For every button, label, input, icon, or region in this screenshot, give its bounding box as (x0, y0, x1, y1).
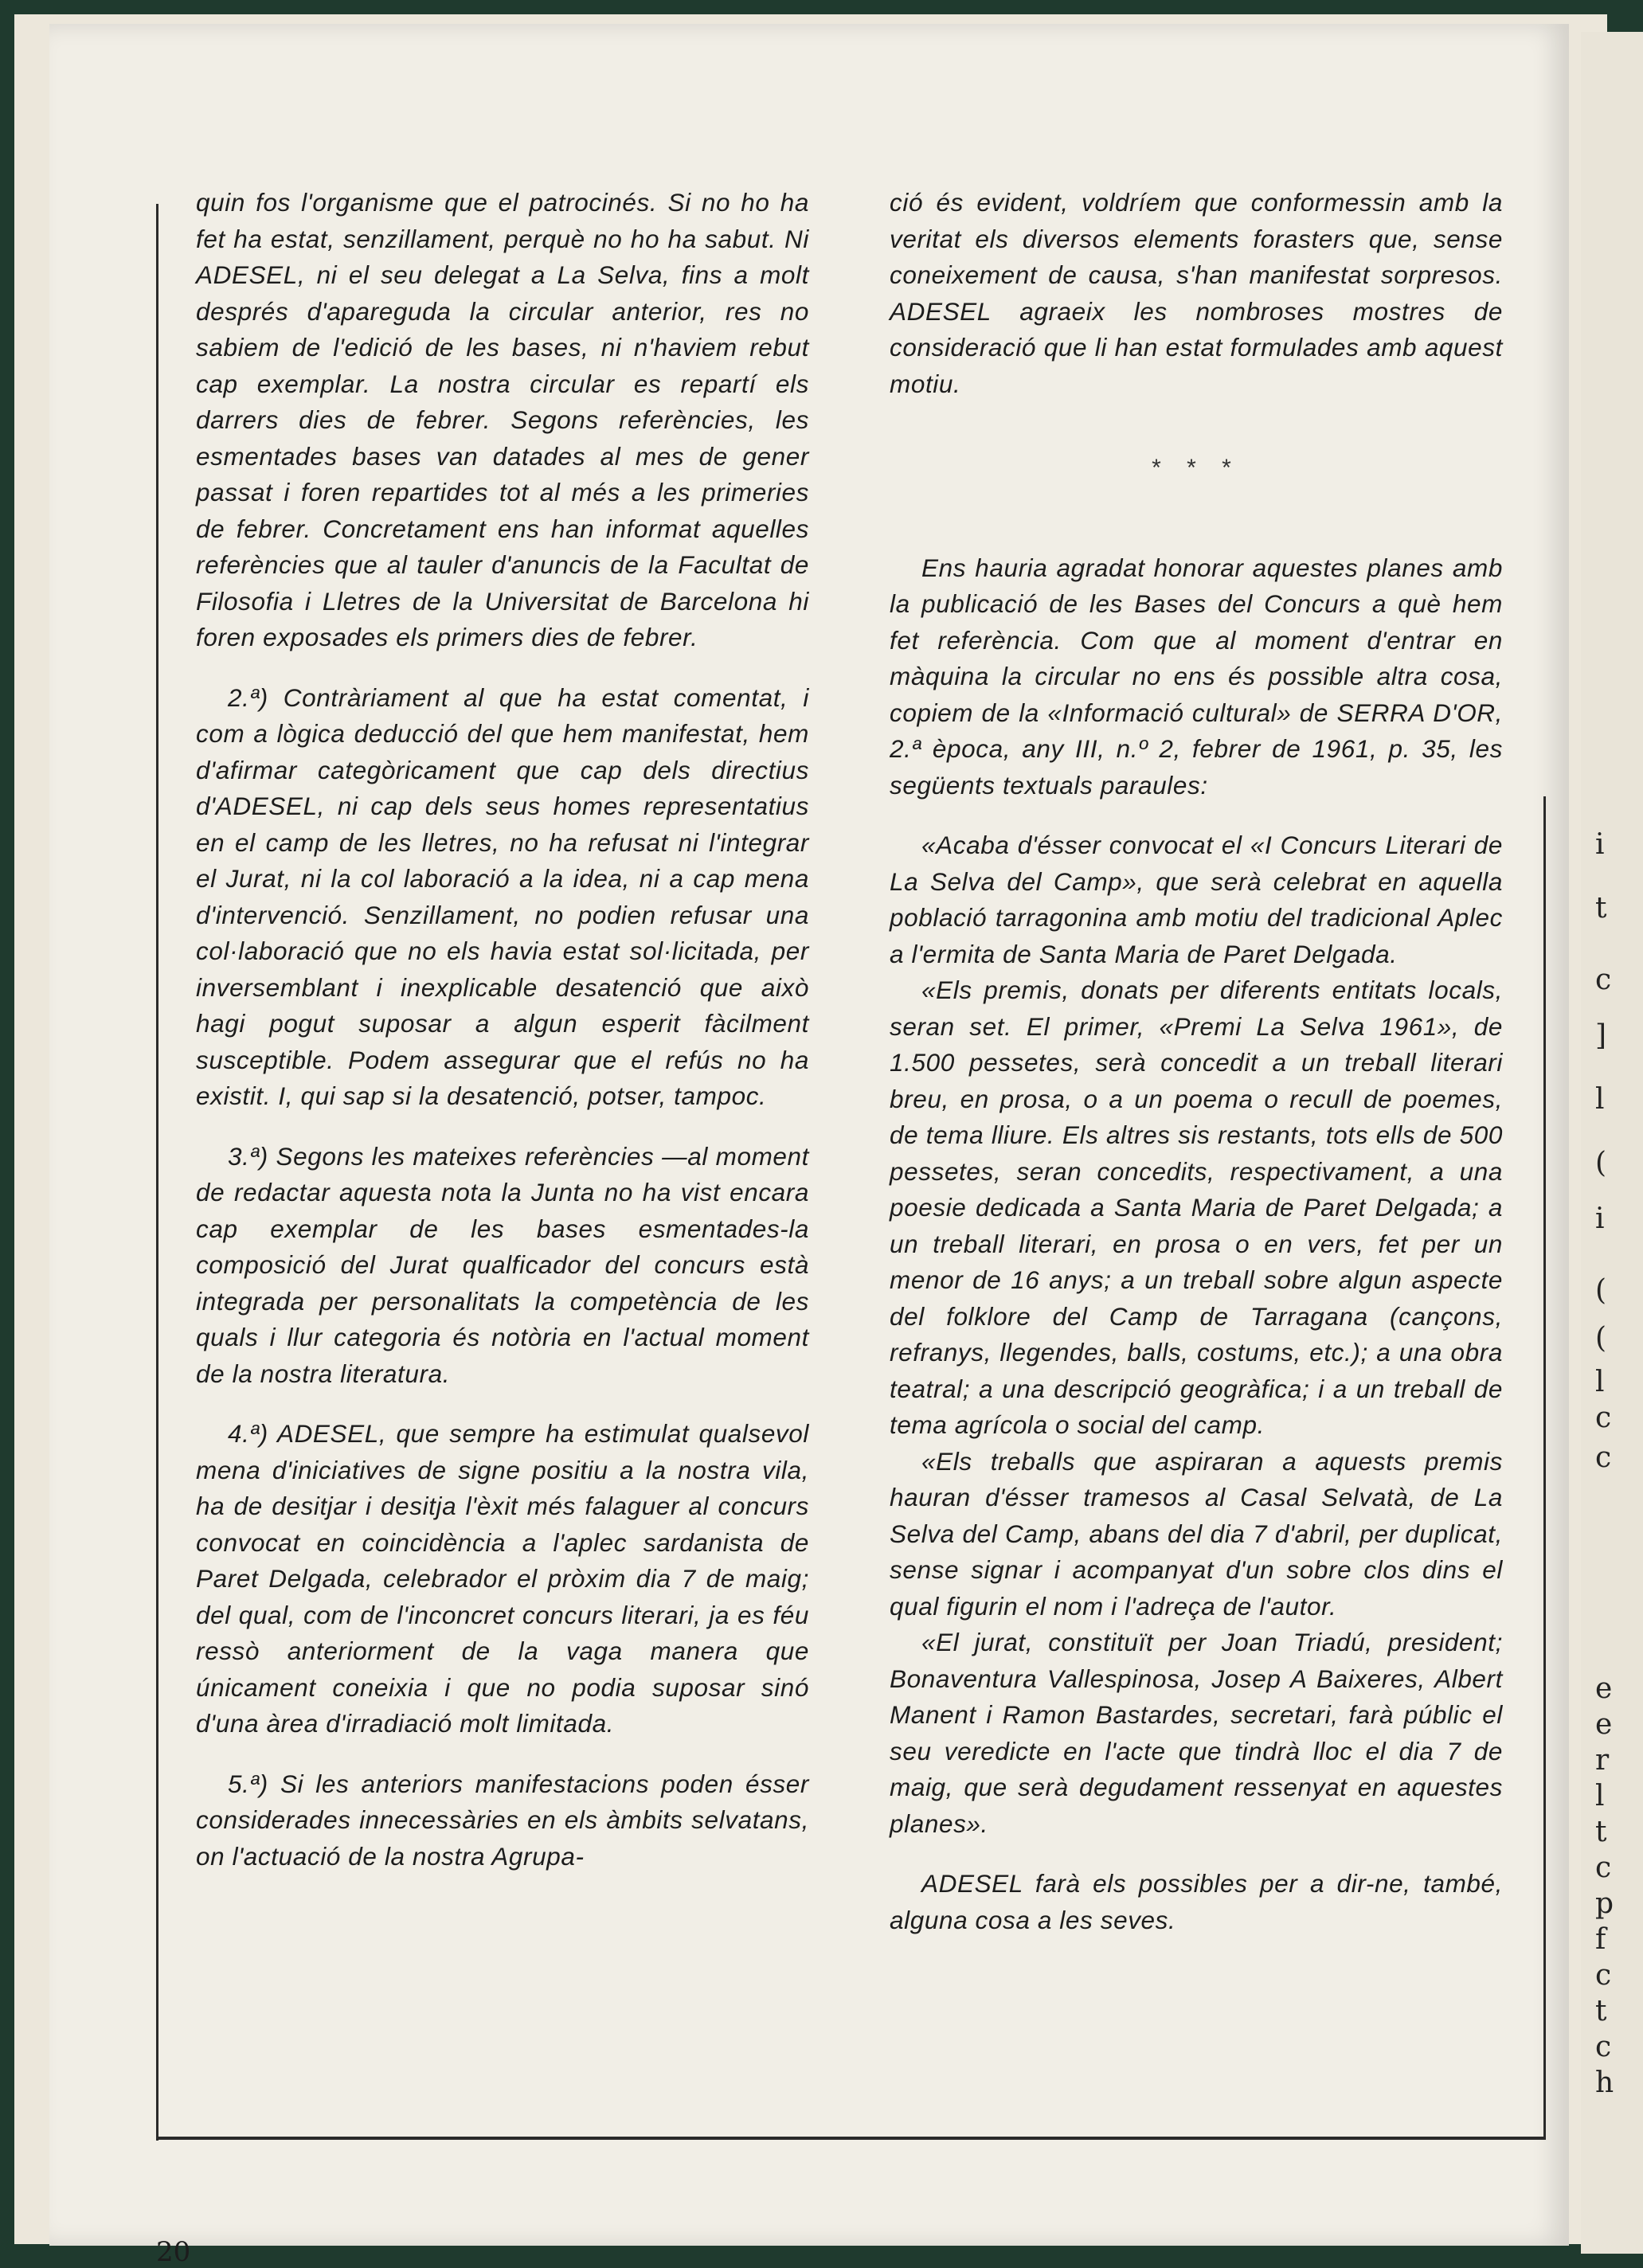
page-number: 20 (156, 2236, 191, 2268)
frame-rule-right (1543, 796, 1546, 2140)
next-page-letter: c (1595, 1402, 1612, 1434)
next-page-letter: e (1595, 1672, 1613, 1705)
quoted-paragraph: «Els premis, donats per diferents entitats locals, seran set. El primer, «Premi La Selva 1961», de 1.500 pessetes, serà concedit a un treball literari breu, en prosa, o a un poema o recull de poemes, de tema lliure. Els altres sis restants, tots ells de 500 pessetes, seran concedits, respectivament, a una poesie dedicada a Santa Maria de Paret Delgada; a un treball literari, en prosa o en vers, fet per un menor de 16 anys; a un treball sobre algun aspecte del folklore del Camp de Tarragana (cançons, refranys, llegendes, balls, costums, etc.); a una obra teatral; a una descripció geogràfica; i a un treball de tema agrícola o social del camp. (890, 976, 1503, 1439)
next-page-letter: c (1595, 1441, 1612, 1474)
paragraph: ADESEL farà els possibles per a dir-ne, també, alguna cosa a les seves. (890, 1869, 1503, 1934)
next-page-letter: c (1595, 1852, 1612, 1884)
next-page-letter: ( (1595, 1274, 1607, 1307)
next-page-letter: ] (1595, 1019, 1607, 1052)
left-column (196, 185, 809, 1875)
paragraph: 3.ª) Segons les mateixes referències —al moment de redactar aquesta nota la Junta no ha vist encara cap exemplar de les bases esmentades-la composició del Jurat qualficador del concurs està integrada per personalitats la competència de les quals i llur categoria és notòria en l'actual moment de la nostra literatura. (196, 1141, 809, 1388)
next-page-letter: c (1595, 964, 1612, 996)
next-page-letter: c (1595, 2031, 1612, 2063)
next-page-letter: t (1595, 892, 1607, 925)
next-page-letter: l (1595, 1780, 1605, 1812)
frame-rule-bottom (156, 2137, 1545, 2140)
paragraph: 2.ª) Contràriament al que ha estat comentat, i com a lògica deducció del que hem manifestat, hem d'afirmar categòricament que cap dels directius d'ADESEL, ni cap dels seus homes representatius en el camp de les lletres, no ha refusat ni l'integrar el Jurat, ni la col laboració a la idea, ni a cap mena d'intervenció. Senzillament, no podien refusar una col·laboració que no els havia estat sol·licitada, per inversemblant i inexplicable desatenció que això hagi pogut suposar a algun esperit fàcilment susceptible. Podem assegurar que el refús no ha existit. I, qui sap si la desatenció, potser, tampoc. (196, 682, 809, 1110)
next-page-edge (1581, 32, 1643, 2254)
quoted-paragraph: «Els treballs que aspiraran a aquests premis hauran d'ésser tramesos al Casal Selvatà, de La Selva del Camp, abans del dia 7 d'abril, per duplicat, sense signar i acompanyat d'un sobre clos dins el qual figurin el nom i l'adreça de l'autor. (890, 1446, 1503, 1621)
paragraph: 5.ª) Si les anteriors manifestacions poden ésser considerades innecessàries en els àmbits selvatans, on l'actuació de la nostra Agrupa- (196, 1769, 809, 1871)
next-page-letter: i (1595, 1202, 1605, 1235)
next-page-letter: l (1595, 1366, 1605, 1398)
next-page-letter: i (1595, 828, 1605, 861)
next-page-letter: ( (1595, 1322, 1607, 1355)
next-page-letter: f (1595, 1923, 1606, 1956)
next-page-letter: t (1595, 1995, 1607, 2028)
next-page-letter: p (1595, 1887, 1614, 1920)
paragraph: quin fos l'organisme que el patrocinés. Si no ho ha fet ha estat, senzillament, perquè no ho ha sabut. Ni ADESEL, ni el seu delegat a La Selva, fins a molt després d'apareguda la circular anterior, res no sabiem de l'edició de les bases, ni n'haviem rebut cap exemplar. La nostra circular es repartí els darrers dies de febrer. Segons referències, les esmentades bases van datades al mes de gener passat i foren repartides tot al més a les primeries de febrer. Concretament ens han informat aquelles referències que al tauler d'anuncis de la Facultat de Filosofia i Lletres de la Universitat de Barcelona hi foren exposades els primers dies de febrer. (196, 188, 809, 651)
next-page-letter: h (1595, 2067, 1614, 2099)
frame-rule-left (156, 204, 158, 2141)
quoted-paragraph: «Acaba d'ésser convocat el «I Concurs Literari de La Selva del Camp», que serà celebrat en aquella població tarragonina amb motiu del tradicional Aplec a l'ermita de Santa Maria de Paret Delgada. (890, 831, 1503, 968)
next-page-letter: r (1595, 1744, 1610, 1777)
next-page-letter: l (1595, 1083, 1605, 1116)
next-page-letter: t (1595, 1816, 1607, 1848)
next-page-letter: ( (1595, 1147, 1607, 1179)
next-page-letter: c (1595, 1959, 1612, 1992)
paragraph: Ens hauria agradat honorar aquestes planes amb la publicació de les Bases del Concurs a què hem fet referència. Com que al moment d'entrar en màquina la circular no ens és possible altra cosa, copiem de la «Informació cultural» de SERRA D'OR, 2.ª època, any III, n.º 2, febrer de 1961, p. 35, les següents textuals paraules: (890, 553, 1503, 800)
paragraph: 4.ª) ADESEL, que sempre ha estimulat qualsevol mena d'iniciatives de signe positiu a la nostra vila, ha de desitjar i desitja l'èxit més falaguer al concurs convocat en coincidència a l'aplec sardanista de Paret Delgada, celebrador el pròxim dia 7 de maig; del qual, com de l'inconcret concurs literari, ja es féu ressò anteriorment de la vaga manera que únicament coneixia i que no podia suposar sinó d'una àrea d'irradiació molt limitada. (196, 1419, 809, 1738)
section-separator: * * * (1152, 455, 1241, 481)
quoted-paragraph: «El jurat, constituït per Joan Triadú, president; Bonaventura Vallespinosa, Josep A Baixeres, Albert Manent i Ramon Bastardes, secretari, farà públic el seu veredicte en l'acte que tindrà lloc el dia 7 de maig, que serà degudament ressenyat en aquestes planes». (890, 1628, 1503, 1838)
right-column (890, 185, 1503, 1938)
paragraph: ció és evident, voldríem que conformessin amb la veritat els diversos elements forasters que, sense coneixement de causa, s'han manifestat sorpresos. ADESEL agraeix les nombroses mostres de consideració que li han estat formulades amb aquest motiu. (890, 188, 1503, 398)
next-page-letter: e (1595, 1708, 1613, 1741)
